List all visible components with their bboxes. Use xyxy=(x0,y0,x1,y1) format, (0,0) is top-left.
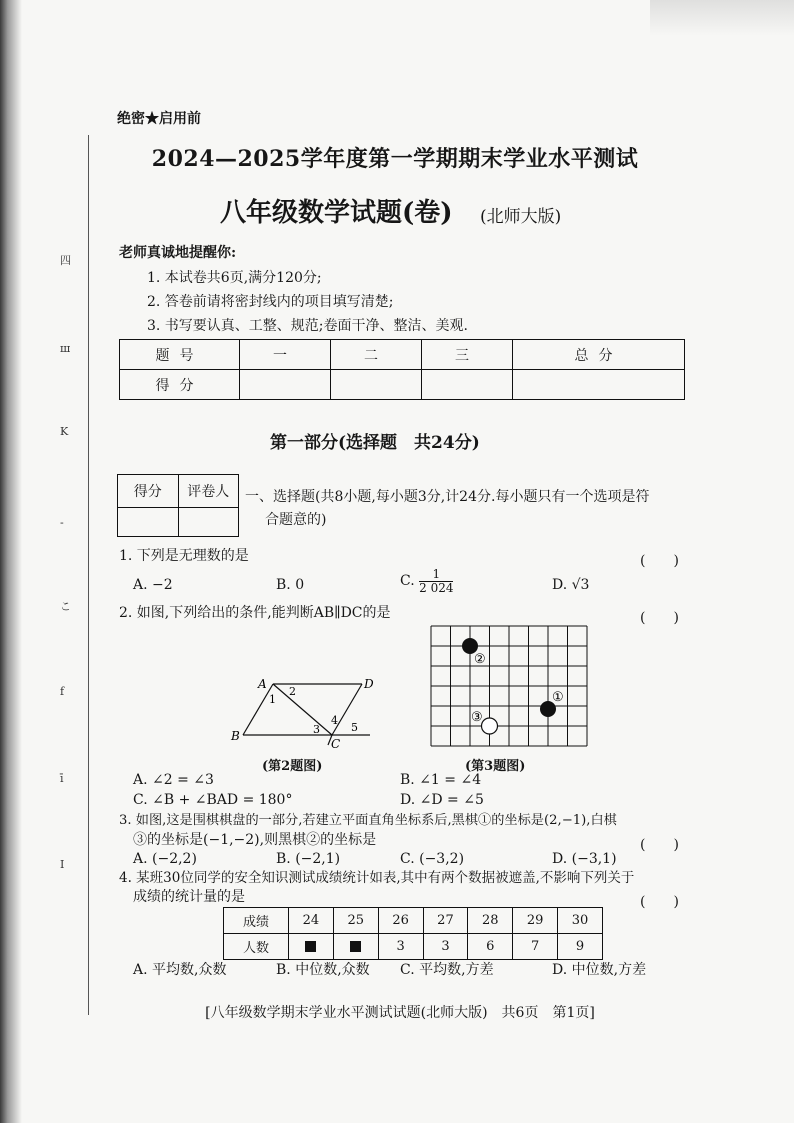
question-3-stem-cont: ③的坐标是(−1,−2),则黑棋②的坐标是 xyxy=(133,832,377,848)
binding-mark: ī xyxy=(60,772,64,785)
binding-mark: f xyxy=(60,685,65,698)
figure-2-caption: (第2题图) xyxy=(262,759,323,774)
fraction-numerator: 1 xyxy=(419,568,453,582)
stone-label: ③ xyxy=(471,710,483,725)
score-cell: 三 xyxy=(422,340,513,370)
confidential-label: 绝密★启用前 xyxy=(117,111,201,127)
option-d: D. (−3,1) xyxy=(552,851,617,867)
notice-heading: 老师真诚地提醒你: xyxy=(119,245,237,261)
binding-mark: I xyxy=(60,858,65,871)
option-a: A. (−2,2) xyxy=(133,851,197,867)
stats-cell: 30 xyxy=(558,908,603,934)
stats-cell: 6 xyxy=(468,934,513,960)
vertex-label: D xyxy=(364,677,374,691)
grader-input-cell[interactable] xyxy=(118,508,179,537)
score-input-cell[interactable] xyxy=(422,370,513,400)
stats-row-count xyxy=(224,934,603,960)
stats-cell: 3 xyxy=(423,934,468,960)
option-d: D. 中位数,方差 xyxy=(552,962,647,978)
exam-title: 2024—2025学年度第一学期期末学业水平测试 xyxy=(151,146,639,172)
score-cell: 得分 xyxy=(120,370,240,400)
option-a: A. −2 xyxy=(133,577,173,593)
binding-mark: K xyxy=(60,425,69,438)
binding-mark: こ xyxy=(60,600,71,613)
stats-cell: 人数 xyxy=(224,934,289,960)
part-heading: 第一部分(选择题 共24分) xyxy=(270,433,480,453)
option-a: A. ∠2 = ∠3 xyxy=(133,772,214,788)
grader-input-cell[interactable] xyxy=(178,508,239,537)
question-4-stem-cont: 成绩的统计量的是 xyxy=(133,889,245,905)
angle-label: 3 xyxy=(313,723,320,736)
angle-label: 5 xyxy=(351,721,358,734)
notice-item: 3. 书写要认真、工整、规范;卷面干净、整洁、美观. xyxy=(147,318,468,334)
score-stats-table xyxy=(223,907,603,960)
score-input-cell[interactable] xyxy=(331,370,422,400)
stats-row-score xyxy=(224,908,603,934)
answer-paren[interactable]: ( ) xyxy=(640,610,679,626)
covered-cell xyxy=(333,934,378,960)
score-cell: 总分 xyxy=(513,340,685,370)
option-b: B. ∠1 = ∠4 xyxy=(400,772,482,788)
score-cell: 题号 xyxy=(120,340,240,370)
figure-3-caption: (第3题图) xyxy=(465,759,526,774)
fraction-denominator: 2 024 xyxy=(419,580,454,595)
page-footer: [八年级数学期末学业水平测试试题(北师大版) 共6页 第1页] xyxy=(205,1005,595,1021)
stone-label: ① xyxy=(552,690,564,705)
option-a: A. 平均数,众数 xyxy=(133,962,227,978)
figure-2-parallelogram xyxy=(225,670,375,752)
answer-paren[interactable]: ( ) xyxy=(640,553,679,569)
option-c: C. (−3,2) xyxy=(400,851,465,867)
question-3-stem: 3. 如图,这是围棋棋盘的一部分,若建立平面直角坐标系后,黑棋①的坐标是(2,−1),白棋 xyxy=(119,813,617,828)
exam-subtitle: 八年级数学试题(卷) xyxy=(220,198,453,228)
covered-value-blot xyxy=(350,941,361,952)
score-input-cell[interactable] xyxy=(513,370,685,400)
scan-smudge xyxy=(650,0,794,36)
grader-cell: 得分 xyxy=(118,475,179,508)
edition-note: (北师大版) xyxy=(480,207,562,227)
stone-label: ② xyxy=(474,652,486,667)
stats-cell: 26 xyxy=(378,908,423,934)
covered-cell xyxy=(289,934,334,960)
score-cell: 二 xyxy=(331,340,422,370)
question-4-stem: 4. 某班30位同学的安全知识测试成绩统计如表,其中有两个数据被遮盖,不影响下列关于 xyxy=(119,870,635,886)
binding-mark: ш xyxy=(60,342,71,355)
score-table-score-row xyxy=(120,370,685,400)
section-instructions: 一、选择题(共8小题,每小题3分,计24分.每小题只有一个选项是符 xyxy=(245,489,650,505)
score-table-header-row xyxy=(120,340,685,370)
scan-edge-shadow xyxy=(0,0,22,1123)
grader-table xyxy=(117,474,239,537)
angle-label: 1 xyxy=(269,693,276,706)
binding-mark: 四 xyxy=(60,254,71,267)
question-2-stem: 2. 如图,下列给出的条件,能判断AB∥DC的是 xyxy=(119,605,391,621)
question-1-stem: 1. 下列是无理数的是 xyxy=(119,548,249,564)
notice-item: 2. 答卷前请将密封线内的项目填写清楚; xyxy=(147,294,394,310)
option-b: B. (−2,1) xyxy=(276,851,341,867)
stats-cell: 7 xyxy=(513,934,558,960)
notice-item: 1. 本试卷共6页,满分120分; xyxy=(147,270,322,286)
vertex-label: C xyxy=(331,737,341,751)
option-b: B. 中位数,众数 xyxy=(276,962,370,978)
angle-label: 2 xyxy=(289,685,296,698)
option-d: D. ∠D = ∠5 xyxy=(400,792,484,808)
stats-cell: 28 xyxy=(468,908,513,934)
score-cell: 一 xyxy=(240,340,331,370)
vertex-label: A xyxy=(258,677,267,691)
binding-mark: - xyxy=(60,516,64,529)
angle-label: 4 xyxy=(331,714,338,727)
stats-cell: 27 xyxy=(423,908,468,934)
figure-3-go-board xyxy=(428,623,593,753)
option-c: C. 平均数,方差 xyxy=(400,962,494,978)
option-b: B. 0 xyxy=(276,577,305,593)
answer-paren[interactable]: ( ) xyxy=(640,837,679,853)
stats-cell: 24 xyxy=(289,908,334,934)
option-c-prefix: C. xyxy=(400,573,415,590)
section-instructions: 合题意的) xyxy=(265,512,327,528)
vertex-label: B xyxy=(231,729,240,743)
stats-cell: 3 xyxy=(378,934,423,960)
option-d: D. √3 xyxy=(552,577,590,593)
stats-cell: 25 xyxy=(333,908,378,934)
binding-line xyxy=(88,135,89,1015)
fraction xyxy=(419,568,453,594)
option-c xyxy=(400,568,453,594)
option-c: C. ∠B + ∠BAD = 180° xyxy=(133,792,293,808)
answer-paren[interactable]: ( ) xyxy=(640,894,679,910)
score-input-cell[interactable] xyxy=(240,370,331,400)
white-stone-3 xyxy=(482,718,498,734)
covered-value-blot xyxy=(305,941,316,952)
score-table xyxy=(119,339,685,400)
stats-cell: 9 xyxy=(558,934,603,960)
stats-cell: 29 xyxy=(513,908,558,934)
stats-cell: 成绩 xyxy=(224,908,289,934)
grader-cell: 评卷人 xyxy=(178,475,239,508)
